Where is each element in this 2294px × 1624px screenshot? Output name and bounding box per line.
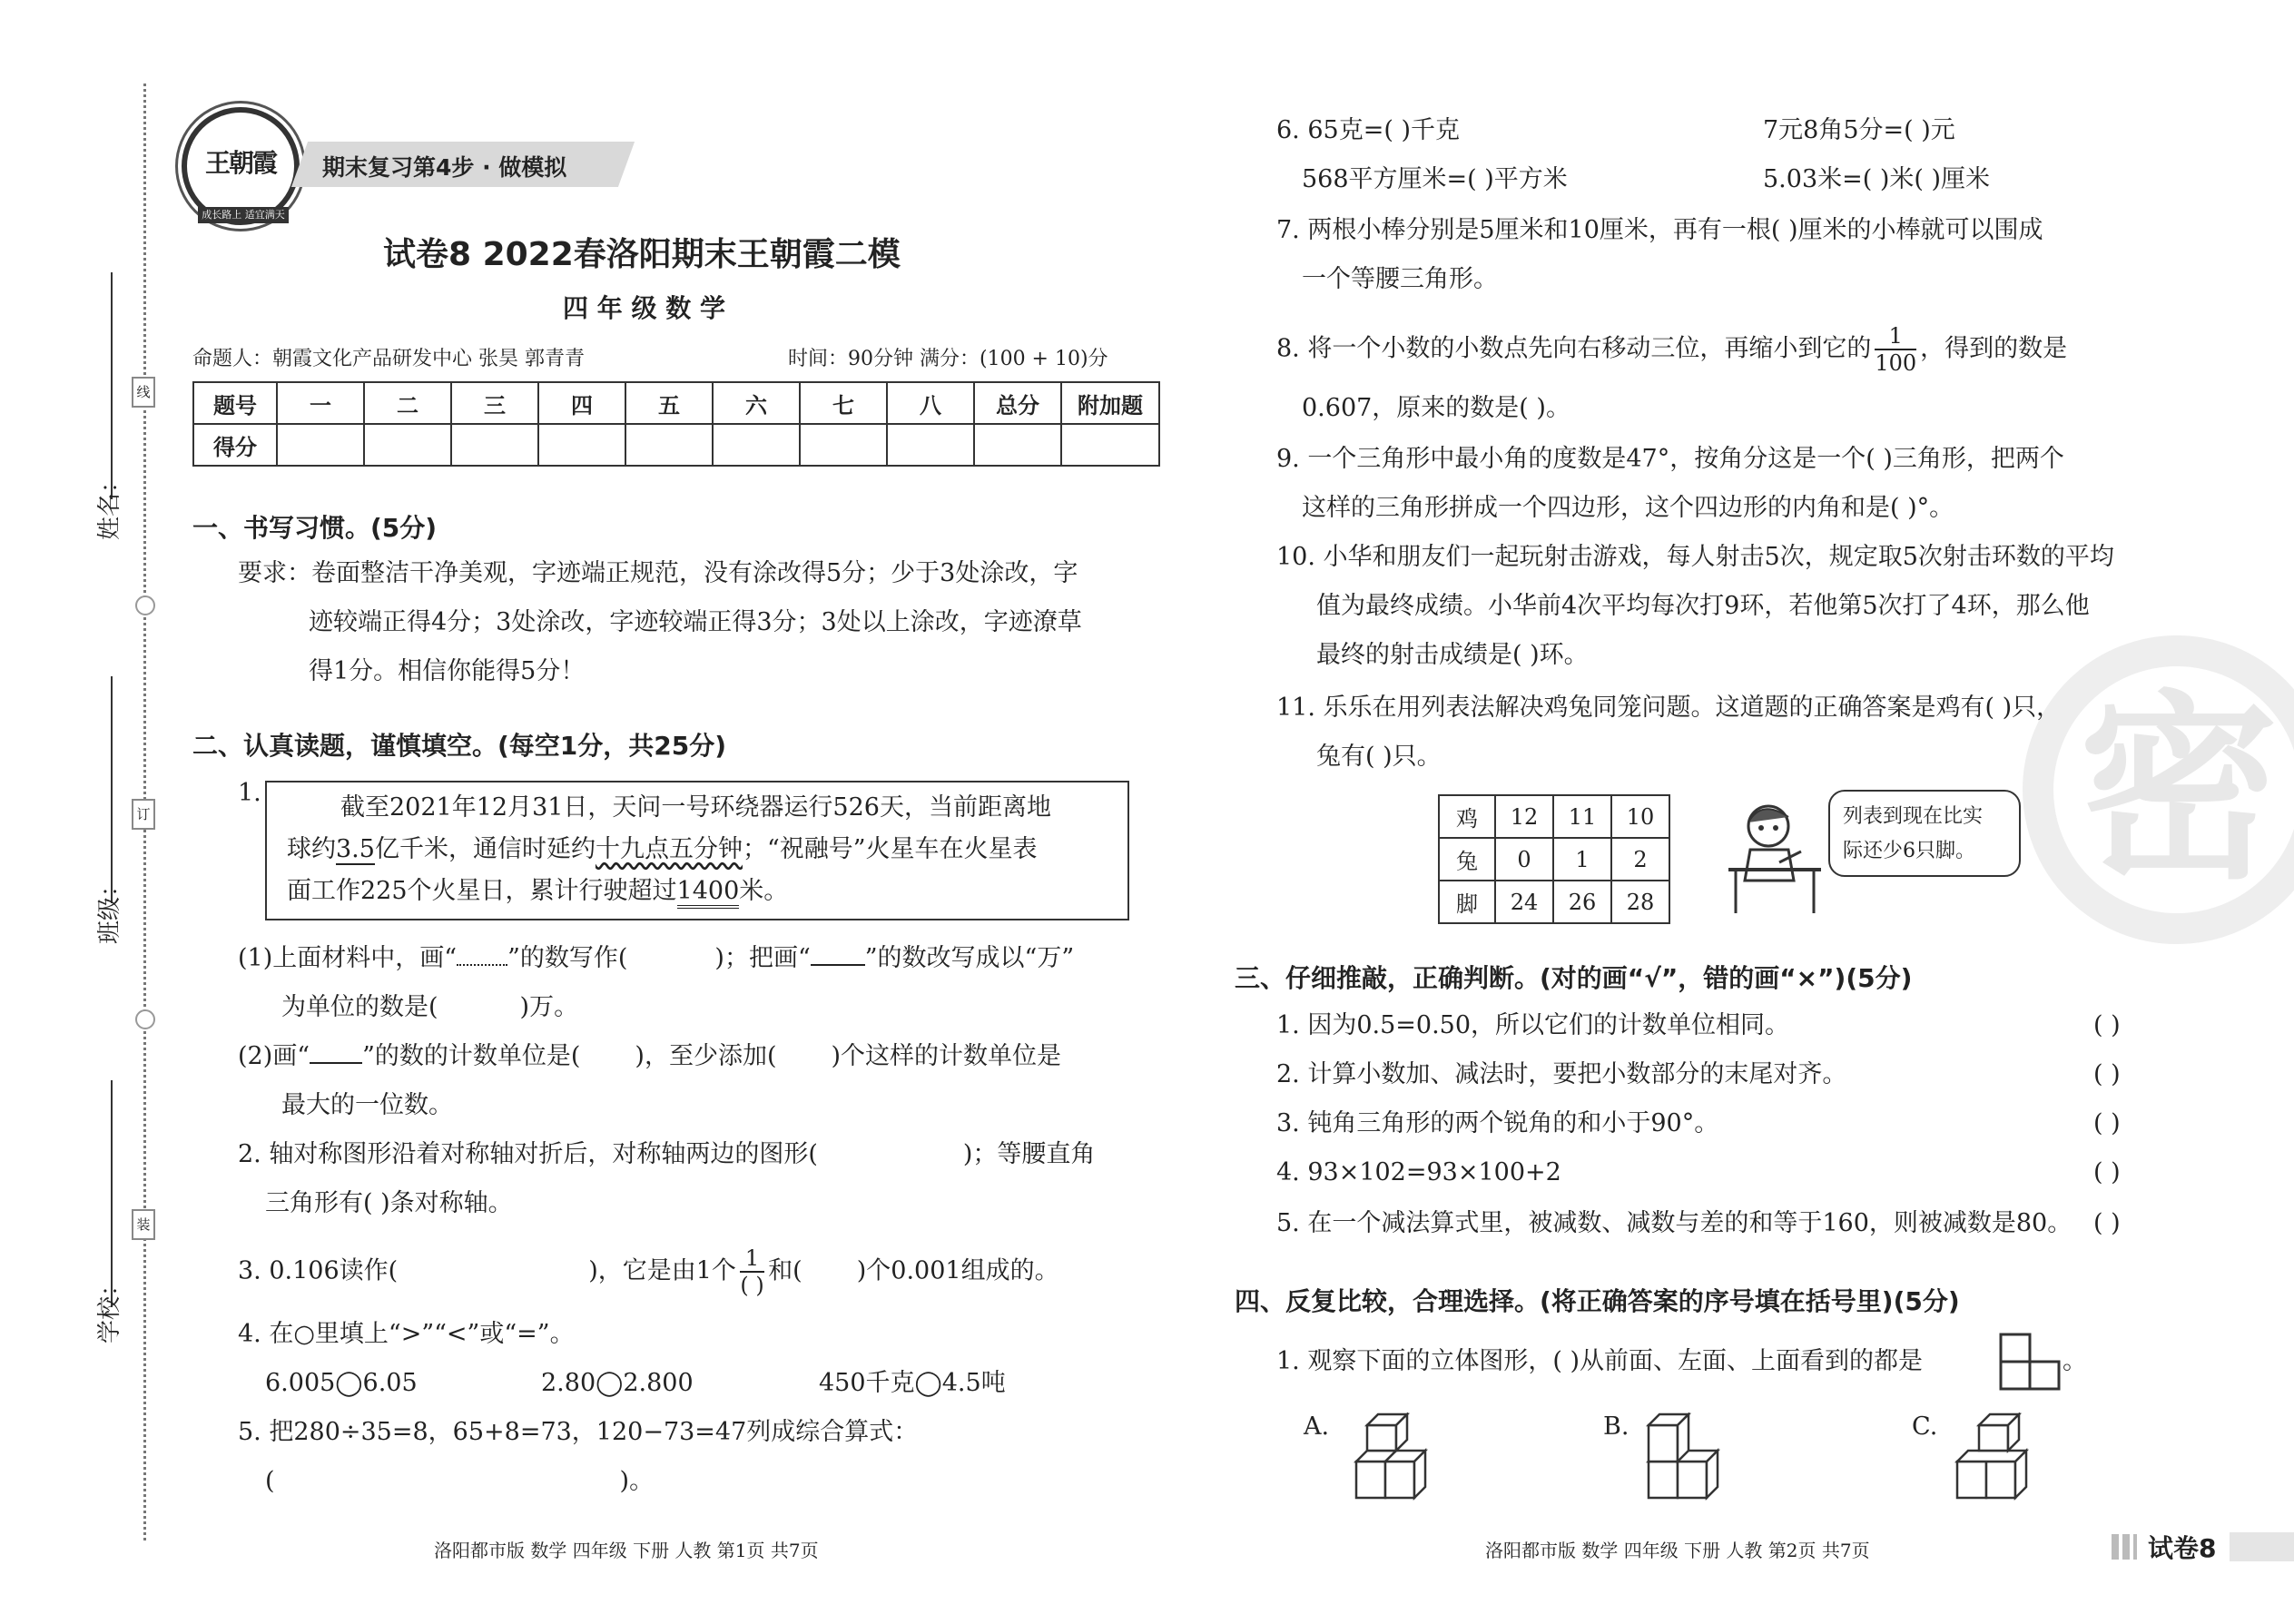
q8-fraction (1875, 323, 1916, 376)
score-header-cell: 一 (277, 382, 364, 424)
option-a-label[interactable]: A. (1304, 1412, 1330, 1441)
judge-3: 3. 钝角三角形的两个锐角的和小于90°。 (1276, 1109, 1719, 1137)
material-line-3 (287, 875, 788, 908)
q4-compare-b: 2.80◯2.800 (541, 1369, 694, 1397)
judge-4-paren[interactable]: ( ) (2093, 1158, 2121, 1186)
q5-text-b: )。 (619, 1467, 655, 1495)
score-header-cell: 总分 (974, 382, 1061, 424)
q3-text-d: )个0.001组成的。 (856, 1256, 1059, 1285)
score-header-cell: 四 (538, 382, 625, 424)
score-row-label: 得分 (193, 424, 277, 466)
name-field-line (111, 272, 113, 499)
score-entry-cell[interactable] (277, 424, 364, 466)
table-cell: 11 (1553, 795, 1611, 838)
q10-line-2: 值为最终成绩。小华前4次平均每次打9环，若他第5次打了4环，那么他 (1316, 592, 2090, 620)
boy-at-desk-illustration (1725, 799, 1825, 917)
page-tab-label: 试卷8 (2148, 1533, 2217, 1563)
q1-1-line-2 (281, 991, 578, 1024)
material-l3-a: 面工作225个火星日，累计行驶超过 (287, 877, 677, 905)
underline-mark (310, 1044, 362, 1064)
score-entry-cell[interactable] (451, 424, 538, 466)
bubble-line-1: 列表到现在比实 (1843, 805, 1984, 828)
left-footer: 洛阳都市版 数学 四年级 下册 人教 第1页 共7页 (434, 1540, 819, 1561)
exam-subtitle: 四 年 级 数 学 (563, 293, 725, 323)
option-a-cubes[interactable] (1344, 1412, 1443, 1503)
q1-1-line-1 (238, 942, 1074, 975)
judge-1: 1. 因为0.5=0.50，所以它们的计数单位相同。 (1276, 1011, 1790, 1039)
material-underlined-value: 3.5 (336, 835, 375, 863)
q1-1-text-b: ”的数写作( (507, 944, 628, 972)
q8-text-b: ，得到的数是 (1920, 334, 2068, 363)
score-header-cell: 附加题 (1061, 382, 1159, 424)
score-entry-cell[interactable] (625, 424, 713, 466)
logo-text: 王朝霞 (204, 148, 276, 178)
q5-line-1: 5. 把280÷35=8，65+8=73，120−73=47列成综合算式： (238, 1418, 919, 1446)
material-line-1: 截至2021年12月31日，天问一号环绕器运行526天，当前距离地 (340, 793, 1051, 822)
judge-2: 2. 计算小数加、减法时，要把小数部分的末尾对齐。 (1276, 1060, 1847, 1088)
material-l3-c: 米。 (739, 877, 789, 905)
binding-mark-ding: 订 (132, 799, 155, 830)
q3-text-a: 3. 0.106读作( (238, 1256, 399, 1285)
judge-2-paren[interactable]: ( ) (2093, 1060, 2121, 1088)
binding-hole (135, 595, 155, 615)
page-tab-bar (2230, 1532, 2294, 1561)
q11-line-1: 11. 乐乐在用列表法解决鸡兔同笼问题。这道题的正确答案是鸡有( )只， (1276, 694, 2062, 722)
q1-1-text-c: )；把画“ (714, 944, 811, 972)
q11-line-2: 兔有( )只。 (1316, 743, 1442, 771)
q3-fraction (740, 1245, 764, 1298)
q8-fraction-numerator: 1 (1875, 323, 1916, 350)
q2-text-b: )；等腰直角 (962, 1140, 1096, 1168)
q1-2-text-a: (2)画“ (238, 1042, 310, 1070)
right-footer: 洛阳都市版 数学 四年级 下册 人教 第2页 共7页 (1485, 1540, 1870, 1561)
score-header-cell: 三 (451, 382, 538, 424)
binding-mark-line: 线 (132, 377, 155, 408)
q1-2-line-2: 最大的一位数。 (281, 1091, 453, 1119)
table-cell: 10 (1611, 795, 1669, 838)
q6-line-2-b: 5.03米=( )米( )厘米 (1763, 165, 1991, 193)
exam-authors: 命题人：朝霞文化产品研发中心 张昊 郭青青 (192, 348, 585, 370)
q1-1-text-e: 为单位的数是( (281, 993, 438, 1021)
judge-3-paren[interactable]: ( ) (2093, 1109, 2121, 1137)
underline-mark (811, 946, 865, 966)
option-b-cubes[interactable] (1636, 1412, 1736, 1503)
class-field-line (111, 676, 113, 903)
q6-line-1-a: 6. 65克=( )千克 (1276, 116, 1460, 144)
step-banner-text: 期末复习第4步 · 做模拟 (322, 154, 567, 181)
q8-line-2: 0.607，原来的数是( )。 (1302, 394, 1570, 422)
option-c-label[interactable]: C. (1912, 1412, 1938, 1441)
s1-line-1: 要求：卷面整洁干净美观，字迹端正规范，没有涂改得5分；少于3处涂改，字 (238, 559, 1078, 587)
q1-1-text-d: ”的数改写成以“万” (864, 944, 1075, 972)
judge-4: 4. 93×102=93×100+2 (1276, 1158, 1561, 1186)
section-1-title: 一、书写习惯。(5分) (192, 513, 438, 543)
score-header-cell: 题号 (193, 382, 277, 424)
exam-title: 试卷8 2022春洛阳期末王朝霞二模 (383, 236, 901, 273)
material-l2-c: 亿千米，通信时延约 (374, 835, 596, 863)
s1-line-3: 得1分。相信你能得5分！ (309, 657, 586, 685)
judge-1-paren[interactable]: ( ) (2093, 1011, 2121, 1039)
q5-line-2 (265, 1465, 654, 1498)
q8-fraction-denominator: 100 (1875, 350, 1917, 376)
choice-1-end: 。 (2063, 1347, 2087, 1375)
score-header-cell: 七 (800, 382, 887, 424)
q9-line-2: 这样的三角形拼成一个四边形，这个四边形的内角和是( )°。 (1302, 494, 1954, 522)
view-shape-icon (1999, 1333, 2063, 1391)
table-cell: 0 (1495, 838, 1553, 881)
section-4-title: 四、反复比较，合理选择。(将正确答案的序号填在括号里)(5分) (1235, 1286, 1960, 1316)
q9-line-1: 9. 一个三角形中最小角的度数是47°，按角分这是一个( )三角形，把两个 (1276, 445, 2064, 473)
exam-time-score: 时间：90分钟 满分：(100 + 10)分 (788, 348, 1108, 370)
q8-text-a: 8. 将一个小数的小数点先向右移动三位，再缩小到它的 (1276, 334, 1872, 363)
q1-2-text-d: )个这样的计数单位是 (831, 1042, 1062, 1070)
choice-1-text: 1. 观察下面的立体图形，( )从前面、左面、上面看到的都是 (1276, 1347, 1923, 1375)
material-l2-a: 球约 (287, 835, 336, 863)
s1-line-2: 迹较端正得4分；3处涂改，字迹较端正得3分；3处以上涂改，字迹潦草 (309, 608, 1082, 636)
score-entry-cell[interactable] (887, 424, 974, 466)
q2-text-a: 2. 轴对称图形沿着对称轴对折后，对称轴两边的图形( (238, 1140, 818, 1168)
section-3-title: 三、仔细推敲，正确判断。(对的画“√”，错的画“×”)(5分) (1235, 963, 1913, 993)
q5-text-a: ( (265, 1467, 275, 1495)
q4-compare-a: 6.005◯6.05 (265, 1369, 418, 1397)
score-entry-cell[interactable] (364, 424, 451, 466)
class-label: 班级： (96, 872, 123, 944)
binding-hole (135, 1009, 155, 1029)
q4-line-1: 4. 在○里填上“>”“<”或“=”。 (238, 1320, 575, 1348)
q1-1-text-f: )万。 (519, 993, 579, 1021)
option-c-cubes[interactable] (1944, 1412, 2044, 1503)
binding-mark-zhuang: 装 (132, 1209, 155, 1240)
q1-number: 1. (238, 779, 261, 807)
score-entry-cell[interactable] (1061, 424, 1159, 466)
score-entry-cell[interactable] (538, 424, 625, 466)
table-cell: 24 (1495, 881, 1553, 923)
q7-line-1: 7. 两根小棒分别是5厘米和10厘米，再有一根( )厘米的小棒就可以围成 (1276, 216, 2043, 244)
table-row-label: 脚 (1439, 881, 1495, 923)
q1-1-text-a: (1)上面材料中，画“ (238, 944, 458, 972)
q1-2-line-1 (238, 1040, 1061, 1073)
school-label: 学校： (96, 1272, 123, 1343)
table-cell: 1 (1553, 838, 1611, 881)
page-tab-decor (2112, 1534, 2137, 1560)
table-cell: 28 (1611, 881, 1669, 923)
score-entry-cell[interactable] (800, 424, 887, 466)
material-double-underlined-value: 1400 (677, 877, 740, 909)
q2-line-1 (238, 1138, 1095, 1171)
q6-line-1-b: 7元8角5分=( )元 (1763, 116, 1955, 144)
q1-2-text-c: )，至少添加( (635, 1042, 777, 1070)
judge-5: 5. 在一个减法算式里，被减数、减数与差的和等于160，则被减数是80。 (1276, 1209, 2072, 1237)
material-l2-e: ；“祝融号”火星车在火星表 (742, 835, 1038, 863)
bubble-line-2: 际还少6只脚。 (1843, 840, 1975, 862)
q7-line-2: 一个等腰三角形。 (1302, 265, 1498, 293)
q3-text-c: 和( (768, 1256, 802, 1285)
score-header-cell: 八 (887, 382, 974, 424)
table-cell: 12 (1495, 795, 1553, 838)
chicken-rabbit-table (1438, 794, 1670, 924)
q6-line-2-a: 568平方厘米=( )平方米 (1302, 165, 1568, 193)
q3-text-b: )，它是由1个 (588, 1256, 736, 1285)
name-label: 姓名： (96, 468, 123, 540)
table-row-label: 兔 (1439, 838, 1495, 881)
section-2-title: 二、认真读题，谨慎填空。(每空1分，共25分) (192, 731, 727, 761)
score-entry-cell[interactable] (713, 424, 800, 466)
q4-compare-c: 450千克◯4.5吨 (819, 1369, 1006, 1397)
q3-fraction-numerator: 1 (740, 1245, 764, 1273)
q8-line-1 (1276, 323, 2067, 376)
q10-line-1: 10. 小华和朋友们一起玩射击游戏，每人射击5次，规定取5次射击环数的平均 (1276, 543, 2114, 571)
q2-line-2: 三角形有( )条对称轴。 (265, 1189, 513, 1217)
watermark-glyph: 密 (2079, 674, 2279, 906)
material-line-2 (287, 833, 1038, 866)
judge-5-paren[interactable]: ( ) (2093, 1209, 2121, 1237)
score-table (192, 381, 1160, 467)
q3-fraction-denominator: ( ) (740, 1273, 764, 1298)
table-row-label: 鸡 (1439, 795, 1495, 838)
wavy-mark (457, 946, 507, 966)
q1-2-text-b: ”的数的计数单位是( (362, 1042, 581, 1070)
table-cell: 2 (1611, 838, 1669, 881)
logo-ribbon: 成长路上 适宜满天 (198, 207, 289, 223)
material-wavy-value: 十九点五分钟 (595, 835, 743, 863)
option-b-label[interactable]: B. (1603, 1412, 1629, 1441)
score-header-cell: 二 (364, 382, 451, 424)
table-cell: 26 (1553, 881, 1611, 923)
q3-line (238, 1245, 1059, 1298)
score-header-cell: 五 (625, 382, 713, 424)
score-entry-cell[interactable] (974, 424, 1061, 466)
score-header-cell: 六 (713, 382, 800, 424)
q10-line-3: 最终的射击成绩是( )环。 (1316, 641, 1589, 669)
